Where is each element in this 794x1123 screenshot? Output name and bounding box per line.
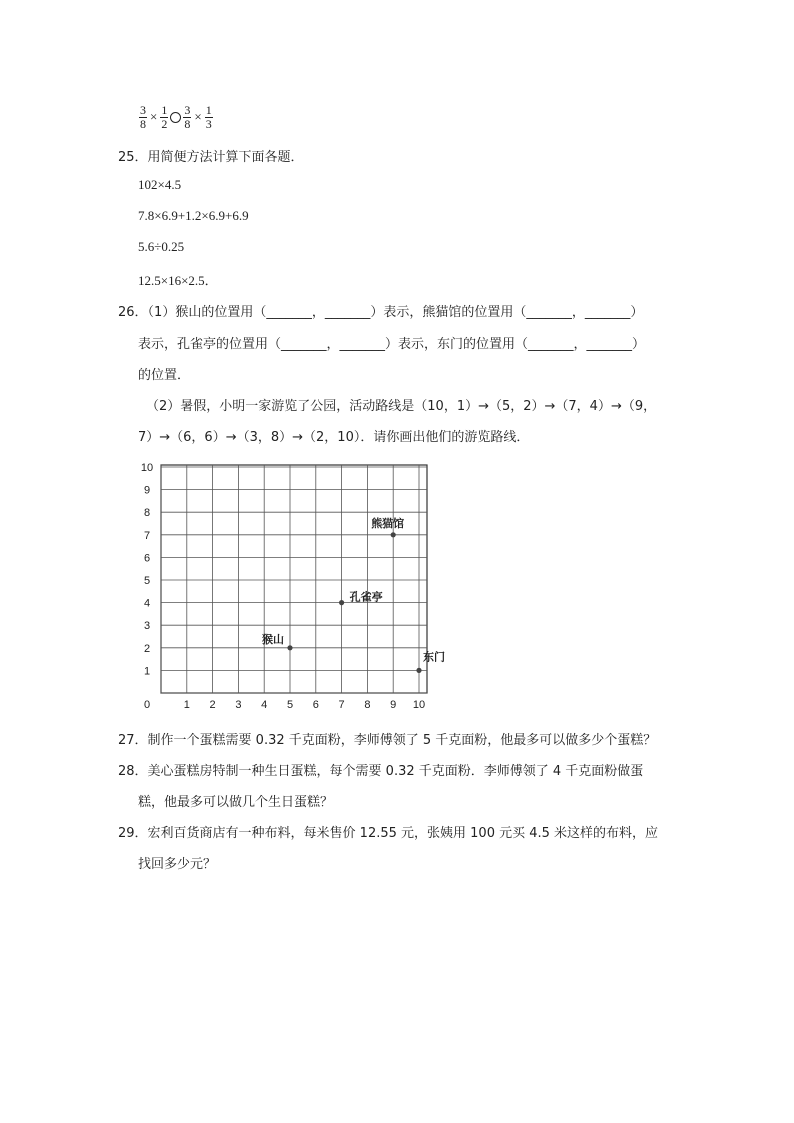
question-26-line: 26．（1）猴山的位置用（_______，_______）表示，熊猫馆的位置用（_______，_______）: [118, 305, 644, 320]
x-tick-label: 3: [235, 699, 242, 711]
y-tick-label: 7: [143, 529, 151, 542]
x-tick-label: 10: [412, 699, 426, 711]
calc-item: 7.8×6.9+1.2×6.9+6.9: [138, 208, 249, 223]
question-25-title: 25．用简便方法计算下面各题．: [118, 150, 304, 165]
x-tick-label: 9: [390, 699, 397, 711]
question-26-line: （2）暑假，小明一家游览了公园，活动路线是（10，1）→（5，2）→（7，4）→（9，: [146, 399, 657, 414]
x-tick-label: 8: [364, 699, 371, 711]
fraction: $\frac{3}{8}$: [184, 102, 191, 131]
y-tick-label: 0: [143, 699, 151, 711]
y-tick-label: 8: [143, 507, 151, 520]
location-point: [391, 532, 396, 537]
location-label: 东门: [423, 651, 445, 664]
location-label: 熊猫馆: [371, 517, 405, 530]
question-28-line: 28．美心蛋糕房特制一种生日蛋糕，每个需要 0.32 千克面粉．李师傅领了 4 千克面粉做蛋: [118, 764, 644, 779]
y-tick-label: 2: [143, 642, 151, 655]
compare-circle-blank[interactable]: [170, 112, 181, 123]
x-tick-label: 6: [312, 699, 319, 711]
multiply-sign: ×: [194, 109, 202, 124]
x-tick-label: 1: [183, 699, 190, 711]
calc-item: 102×4.5: [138, 177, 182, 192]
location-label: 猴山: [262, 633, 284, 646]
question-26-line: 表示，孔雀亭的位置用（_______，_______）表示，东门的位置用（_______，_______）: [138, 337, 646, 352]
x-tick-label: 2: [209, 699, 216, 711]
fraction: $\frac{1}{3}$: [205, 102, 212, 131]
y-tick-label: 3: [143, 620, 151, 633]
fraction: $\frac{3}{8}$: [140, 102, 146, 131]
location-point: [287, 645, 292, 650]
y-tick-label: 1: [143, 665, 151, 678]
calc-item: 12.5×16×2.5．: [138, 273, 218, 288]
question-28-line: 糕，他最多可以做几个生日蛋糕？: [138, 795, 334, 810]
question-27: 27．制作一个蛋糕需要 0.32 千克面粉，李师傅领了 5 千克面粉，他最多可以做多少个蛋糕？: [118, 733, 657, 748]
x-tick-label: 5: [286, 699, 294, 711]
coordinate-grid-chart[interactable]: [138, 457, 448, 715]
y-tick-label: 10: [140, 462, 154, 474]
multiply-sign: ×: [150, 109, 158, 124]
calc-item: 5.6÷0.25: [138, 239, 185, 254]
question-26-line: 7）→（6，6）→（3，8）→（2，10）．请你画出他们的游览路线．: [138, 430, 530, 445]
grid-frame: [161, 465, 427, 693]
y-tick-label: 5: [143, 575, 151, 587]
location-label: 孔雀亭: [349, 591, 383, 604]
y-tick-label: 9: [143, 484, 151, 497]
x-tick-label: 7: [338, 699, 345, 711]
y-tick-label: 4: [143, 597, 151, 610]
x-tick-label: 4: [261, 699, 268, 711]
question-29-line: 找回多少元？: [138, 857, 217, 872]
fraction: $\frac{1}{2}$: [161, 102, 168, 131]
question-26-line: 的位置．: [138, 368, 191, 383]
location-point: [339, 600, 344, 605]
fraction-comparison: [138, 100, 214, 134]
y-tick-label: 6: [143, 552, 151, 565]
question-29-line: 29．宏利百货商店有一种布料，每米售价 12.55 元，张姨用 100 元买 4.5 米这样的布料，应: [118, 826, 659, 841]
location-point: [416, 668, 421, 673]
